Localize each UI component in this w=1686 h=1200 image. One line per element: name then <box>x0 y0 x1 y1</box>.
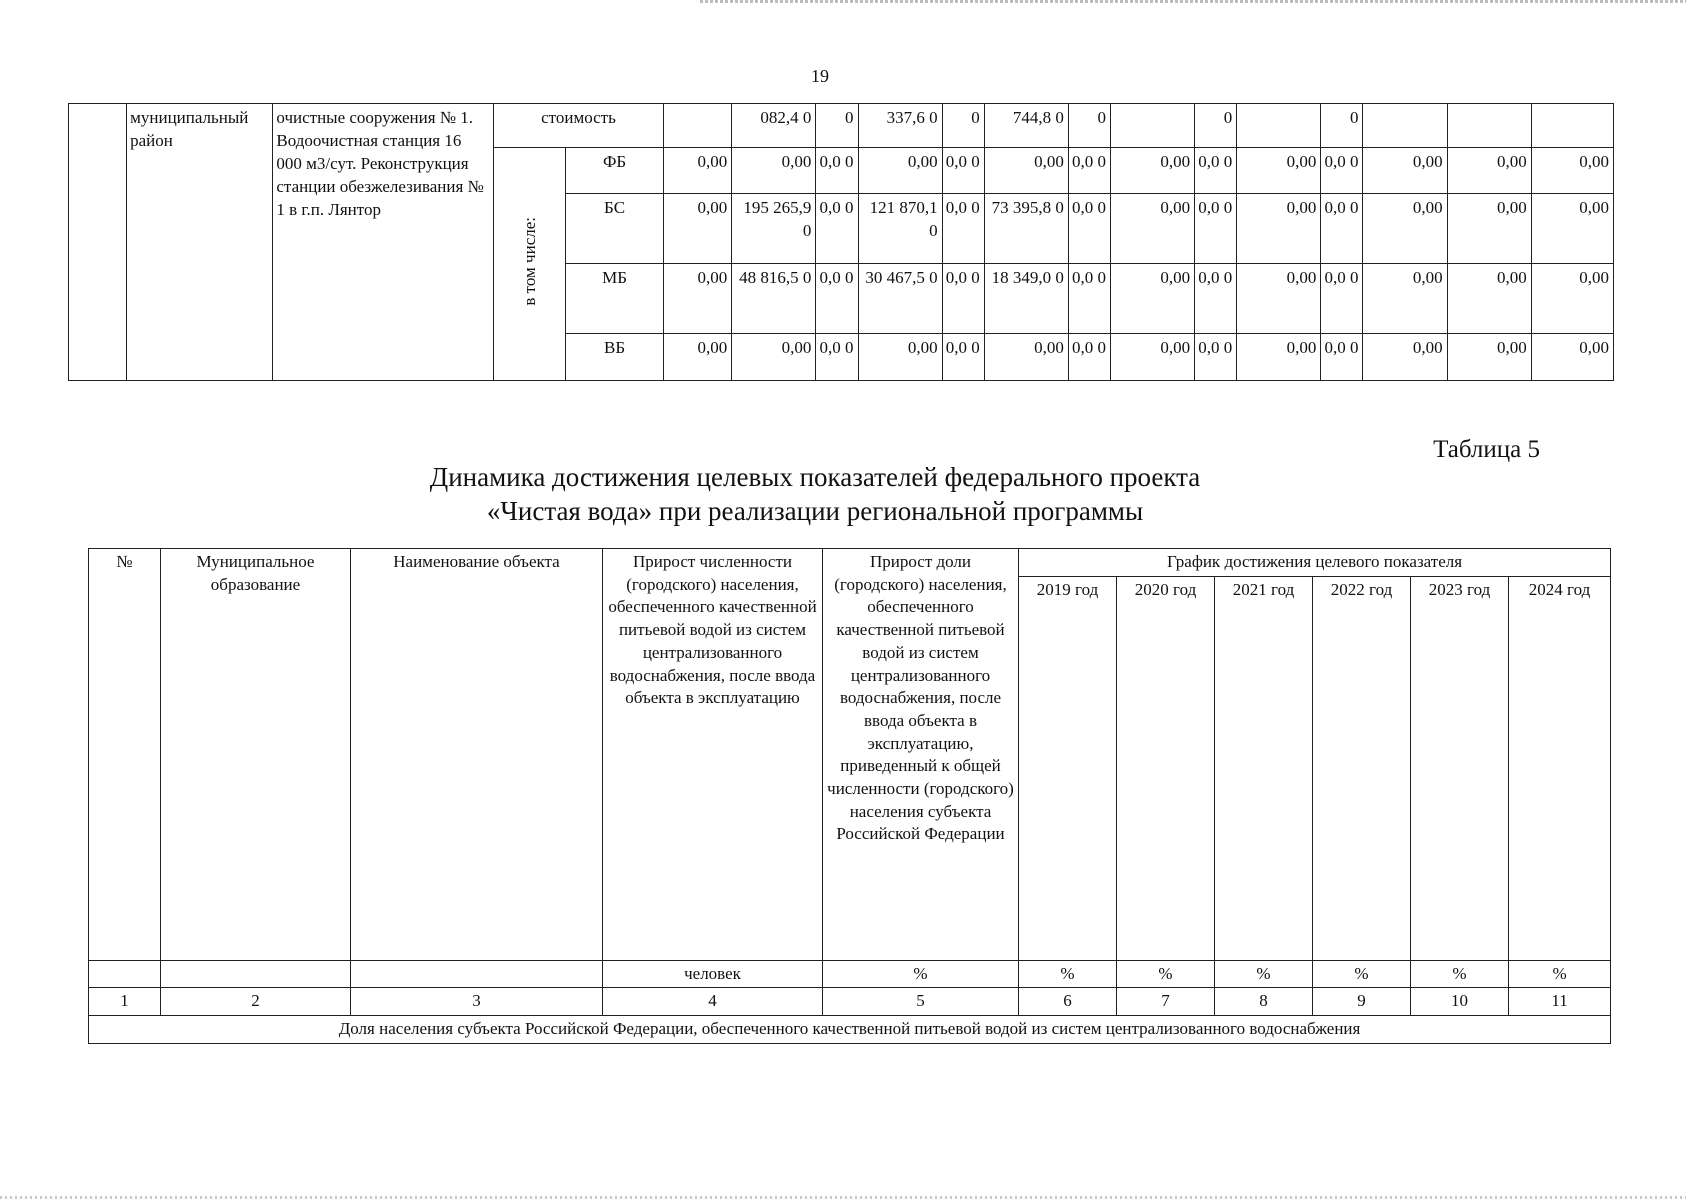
header-year: 2019 год <box>1019 576 1117 960</box>
header-row <box>89 549 1611 577</box>
unit-cell: % <box>1019 960 1117 988</box>
value-cell: 0,0 0 <box>1195 194 1237 264</box>
footer-row <box>89 1016 1611 1044</box>
table-title-line: Динамика достижения целевых показателей федерального проекта <box>429 462 1201 492</box>
value-cell: 0,00 <box>664 264 732 334</box>
value-cell: 0,0 0 <box>816 334 858 381</box>
in-that-cell <box>493 148 565 381</box>
header-growth-share: Прирост доли (городского) населения, обеспеченного качественной питьевой водой из систем централизованного водоснабжения, после ввода объекта в эксплуатацию, приведенный к общей численности (городского) населения субъекта Российской Федерации <box>823 549 1019 961</box>
value-cell: 121 870,1 0 <box>858 194 942 264</box>
column-number: 3 <box>351 988 603 1016</box>
header-year: 2024 год <box>1509 576 1611 960</box>
value-cell: 0,0 0 <box>1195 334 1237 381</box>
value-cell: 0,00 <box>858 148 942 194</box>
cost-cell: 744,8 0 <box>984 104 1068 148</box>
value-cell: 195 265,9 0 <box>732 194 816 264</box>
value-cell: 0,00 <box>1363 148 1447 194</box>
cost-cell: 0 <box>1068 104 1110 148</box>
value-cell: 0,00 <box>1363 194 1447 264</box>
value-cell: 0,00 <box>664 148 732 194</box>
value-cell: 0,00 <box>1110 194 1194 264</box>
column-number: 2 <box>161 988 351 1016</box>
value-cell: 0,00 <box>1531 264 1613 334</box>
value-cell: 0,0 0 <box>1321 264 1363 334</box>
empty-cell <box>69 104 127 381</box>
value-cell: 0,00 <box>1363 264 1447 334</box>
value-cell: 0,0 0 <box>1321 194 1363 264</box>
table-title-line: «Чистая вода» при реализации региональной программы <box>486 496 1144 526</box>
value-cell: 0,0 0 <box>942 194 984 264</box>
value-cell: 0,00 <box>1447 264 1531 334</box>
source-label: БС <box>565 194 663 264</box>
value-cell: 0,0 0 <box>1068 264 1110 334</box>
value-cell: 0,0 0 <box>816 264 858 334</box>
column-number: 1 <box>89 988 161 1016</box>
table-number-label: Таблица 5 <box>1433 436 1540 463</box>
value-cell: 0,00 <box>664 194 732 264</box>
source-label: МБ <box>565 264 663 334</box>
column-number: 5 <box>823 988 1019 1016</box>
cost-cell <box>1237 104 1321 148</box>
header-num: № <box>89 549 161 961</box>
value-cell: 0,00 <box>1110 264 1194 334</box>
footer-caption: Доля населения субъекта Российской Федерации, обеспеченного качественной питьевой водой из систем централизованного водоснабжения <box>89 1016 1611 1044</box>
unit-cell: % <box>1509 960 1611 988</box>
value-cell: 0,00 <box>1363 334 1447 381</box>
unit-cell: % <box>1117 960 1215 988</box>
cost-label-cell: стоимость <box>493 104 663 148</box>
column-number: 8 <box>1215 988 1313 1016</box>
cost-cell <box>1531 104 1613 148</box>
continuation-table-body <box>69 104 1614 381</box>
value-cell: 18 349,0 0 <box>984 264 1068 334</box>
header-year: 2022 год <box>1313 576 1411 960</box>
value-cell: 0,00 <box>1237 194 1321 264</box>
value-cell: 0,00 <box>1237 334 1321 381</box>
cost-cell <box>1110 104 1194 148</box>
value-cell: 0,0 0 <box>1068 194 1110 264</box>
value-cell: 48 816,5 0 <box>732 264 816 334</box>
header-schedule: График достижения целевого показателя <box>1019 549 1611 577</box>
column-number: 7 <box>1117 988 1215 1016</box>
header-year: 2021 год <box>1215 576 1313 960</box>
municipality-cell: муниципальный район <box>127 104 273 381</box>
unit-cell: % <box>1215 960 1313 988</box>
in-that-label: в том числе: <box>519 216 539 306</box>
value-cell: 0,00 <box>1447 334 1531 381</box>
value-cell: 0,00 <box>1110 334 1194 381</box>
table-title <box>340 460 1290 528</box>
cost-cell: 0 <box>816 104 858 148</box>
unit-cell: % <box>1411 960 1509 988</box>
source-label: ФБ <box>565 148 663 194</box>
cost-cell: 0 <box>1195 104 1237 148</box>
column-number: 9 <box>1313 988 1411 1016</box>
cost-cell: 0 <box>1321 104 1363 148</box>
header-year: 2023 год <box>1411 576 1509 960</box>
value-cell: 0,0 0 <box>1195 264 1237 334</box>
empty-cell <box>351 960 603 988</box>
cost-cell <box>664 104 732 148</box>
cost-cell: 337,6 0 <box>858 104 942 148</box>
scan-edge-bottom <box>0 1196 1686 1199</box>
cost-cell <box>1447 104 1531 148</box>
cost-cell: 0 <box>942 104 984 148</box>
value-cell: 30 467,5 0 <box>858 264 942 334</box>
value-cell: 0,0 0 <box>942 264 984 334</box>
value-cell: 0,00 <box>732 148 816 194</box>
value-cell: 0,00 <box>1237 148 1321 194</box>
header-growth-count: Прирост численности (городского) населения, обеспеченного качественной питьевой водой из систем централизованного водоснабжения, после ввода объекта в эксплуатацию <box>603 549 823 961</box>
value-cell: 0,00 <box>984 334 1068 381</box>
value-cell: 73 395,8 0 <box>984 194 1068 264</box>
value-cell: 0,00 <box>1110 148 1194 194</box>
value-cell: 0,0 0 <box>942 334 984 381</box>
value-cell: 0,0 0 <box>942 148 984 194</box>
cost-cell: 082,4 0 <box>732 104 816 148</box>
value-cell: 0,0 0 <box>816 148 858 194</box>
value-cell: 0,0 0 <box>1068 148 1110 194</box>
value-cell: 0,0 0 <box>1321 334 1363 381</box>
target-indicators-table <box>88 548 1611 1044</box>
source-label: ВБ <box>565 334 663 381</box>
cost-cell <box>1363 104 1447 148</box>
table-row <box>69 104 1614 148</box>
value-cell: 0,00 <box>732 334 816 381</box>
value-cell: 0,00 <box>1531 334 1613 381</box>
column-number: 4 <box>603 988 823 1016</box>
column-number: 11 <box>1509 988 1611 1016</box>
value-cell: 0,0 0 <box>816 194 858 264</box>
column-number: 6 <box>1019 988 1117 1016</box>
page-number: 19 <box>811 66 829 86</box>
target-indicators-body <box>89 549 1611 1044</box>
column-number: 10 <box>1411 988 1509 1016</box>
value-cell: 0,00 <box>984 148 1068 194</box>
object-name-cell: очистные сооружения № 1. Водоочистная станция 16 000 м3/сут. Реконструкция станции обезжелезивания № 1 в г.п. Лянтор <box>273 104 493 381</box>
unit-cell: % <box>823 960 1019 988</box>
value-cell: 0,00 <box>858 334 942 381</box>
value-cell: 0,00 <box>1447 148 1531 194</box>
scan-edge-top <box>700 0 1686 3</box>
value-cell: 0,0 0 <box>1195 148 1237 194</box>
value-cell: 0,00 <box>1447 194 1531 264</box>
empty-cell <box>161 960 351 988</box>
empty-cell <box>89 960 161 988</box>
header-year: 2020 год <box>1117 576 1215 960</box>
header-object-name: Наименование объекта <box>351 549 603 961</box>
value-cell: 0,00 <box>1237 264 1321 334</box>
unit-cell: человек <box>603 960 823 988</box>
column-numbers-row <box>89 988 1611 1016</box>
header-municipality: Муниципальное образование <box>161 549 351 961</box>
continuation-table <box>68 103 1614 381</box>
value-cell: 0,0 0 <box>1068 334 1110 381</box>
units-row <box>89 960 1611 988</box>
unit-cell: % <box>1313 960 1411 988</box>
value-cell: 0,00 <box>664 334 732 381</box>
value-cell: 0,0 0 <box>1321 148 1363 194</box>
value-cell: 0,00 <box>1531 194 1613 264</box>
value-cell: 0,00 <box>1531 148 1613 194</box>
